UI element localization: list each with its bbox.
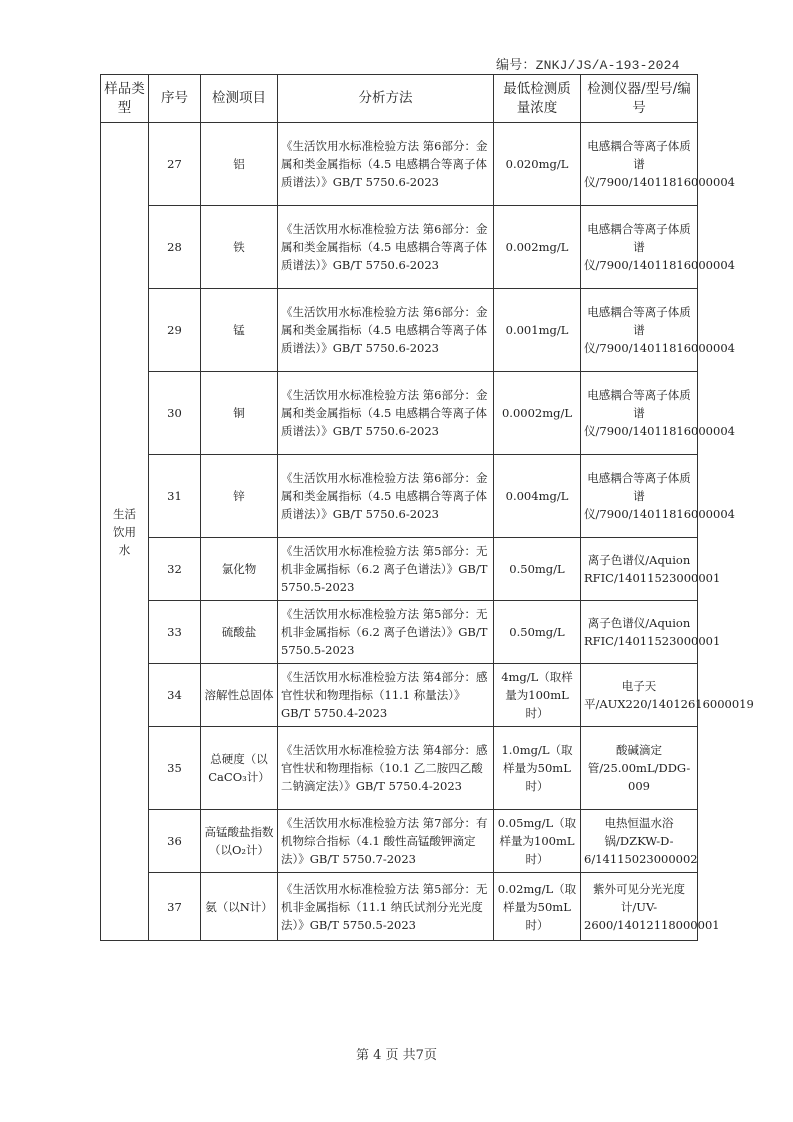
row-method: 《生活饮用水标准检验方法 第5部分：无机非金属指标（6.2 离子色谱法）》GB/T 5750.5-2023 — [278, 538, 494, 601]
row-instrument: 电子天平/AUX220/14012616000019 — [581, 664, 698, 727]
row-instrument: 离子色谱仪/Aquion RFIC/14011523000001 — [581, 538, 698, 601]
table-row — [101, 601, 698, 664]
row-conc: 0.004mg/L — [494, 455, 581, 538]
row-conc: 0.001mg/L — [494, 289, 581, 372]
row-seq: 34 — [149, 664, 201, 727]
row-instrument: 电热恒温水浴锅/DZKW-D-6/14115023000002 — [581, 810, 698, 873]
row-method: 《生活饮用水标准检验方法 第4部分：感官性状和物理指标（11.1 称量法）》GB/T 5750.4-2023 — [278, 664, 494, 727]
row-item: 总硬度（以CaCO₃计） — [201, 727, 278, 810]
row-seq: 27 — [149, 123, 201, 206]
row-seq: 32 — [149, 538, 201, 601]
row-seq: 30 — [149, 372, 201, 455]
row-instrument: 电感耦合等离子体质谱仪/7900/14011816000004 — [581, 455, 698, 538]
row-seq: 35 — [149, 727, 201, 810]
row-item: 锌 — [201, 455, 278, 538]
sample-type-cell: 生活饮用水 — [101, 123, 149, 941]
row-method: 《生活饮用水标准检验方法 第6部分：金属和类金属指标（4.5 电感耦合等离子体质谱法）》GB/T 5750.6-2023 — [278, 123, 494, 206]
table-row — [101, 727, 698, 810]
row-conc: 0.0002mg/L — [494, 372, 581, 455]
row-item: 铝 — [201, 123, 278, 206]
header-item: 检测项目 — [201, 75, 278, 123]
table-row — [101, 873, 698, 941]
row-seq: 37 — [149, 873, 201, 941]
row-method: 《生活饮用水标准检验方法 第6部分：金属和类金属指标（4.5 电感耦合等离子体质谱法）》GB/T 5750.6-2023 — [278, 289, 494, 372]
table-row — [101, 372, 698, 455]
row-seq: 28 — [149, 206, 201, 289]
row-conc: 0.05mg/L（取样量为100mL时） — [494, 810, 581, 873]
row-item: 铜 — [201, 372, 278, 455]
row-method: 《生活饮用水标准检验方法 第6部分：金属和类金属指标（4.5 电感耦合等离子体质谱法）》GB/T 5750.6-2023 — [278, 372, 494, 455]
row-method: 《生活饮用水标准检验方法 第5部分：无机非金属指标（6.2 离子色谱法）》GB/T 5750.5-2023 — [278, 601, 494, 664]
header-instrument: 检测仪器/型号/编号 — [581, 75, 698, 123]
row-instrument: 紫外可见分光光度计/UV-2600/14012118000001 — [581, 873, 698, 941]
row-conc: 0.02mg/L（取样量为50mL时） — [494, 873, 581, 941]
row-method: 《生活饮用水标准检验方法 第6部分：金属和类金属指标（4.5 电感耦合等离子体质谱法）》GB/T 5750.6-2023 — [278, 206, 494, 289]
row-item: 锰 — [201, 289, 278, 372]
table-row — [101, 664, 698, 727]
row-instrument: 电感耦合等离子体质谱仪/7900/14011816000004 — [581, 206, 698, 289]
table-row — [101, 289, 698, 372]
row-conc: 0.50mg/L — [494, 601, 581, 664]
row-conc: 4mg/L（取样量为100mL时） — [494, 664, 581, 727]
header-sample-type: 样品类型 — [101, 75, 149, 123]
row-instrument: 电感耦合等离子体质谱仪/7900/14011816000004 — [581, 372, 698, 455]
row-item: 氨（以N计） — [201, 873, 278, 941]
row-conc: 0.002mg/L — [494, 206, 581, 289]
table-row — [101, 206, 698, 289]
test-methods-table — [100, 74, 754, 941]
row-item: 氯化物 — [201, 538, 278, 601]
row-item: 高锰酸盐指数（以O₂计） — [201, 810, 278, 873]
table-row — [101, 810, 698, 873]
row-instrument: 离子色谱仪/Aquion RFIC/14011523000001 — [581, 601, 698, 664]
row-instrument: 酸碱滴定管/25.00mL/DDG-009 — [581, 727, 698, 810]
row-method: 《生活饮用水标准检验方法 第6部分：金属和类金属指标（4.5 电感耦合等离子体质谱法）》GB/T 5750.6-2023 — [278, 455, 494, 538]
document-number: 编号：ZNKJ/JS/A-193-2024 — [496, 58, 680, 73]
row-method: 《生活饮用水标准检验方法 第5部分：无机非金属指标（11.1 纳氏试剂分光光度法）》GB/T 5750.5-2023 — [278, 873, 494, 941]
header-seq: 序号 — [149, 75, 201, 123]
row-item: 溶解性总固体 — [201, 664, 278, 727]
row-seq: 29 — [149, 289, 201, 372]
row-item: 铁 — [201, 206, 278, 289]
row-conc: 0.020mg/L — [494, 123, 581, 206]
row-item: 硫酸盐 — [201, 601, 278, 664]
table-header-row — [101, 75, 698, 123]
header-min-conc: 最低检测质量浓度 — [494, 75, 581, 123]
page-footer: 第 4 页 共7页 — [356, 1048, 437, 1063]
header-method: 分析方法 — [278, 75, 494, 123]
row-instrument: 电感耦合等离子体质谱仪/7900/14011816000004 — [581, 123, 698, 206]
table-row — [101, 123, 698, 206]
row-method: 《生活饮用水标准检验方法 第7部分：有机物综合指标（4.1 酸性高锰酸钾滴定法）》GB/T 5750.7-2023 — [278, 810, 494, 873]
table-row — [101, 538, 698, 601]
row-seq: 33 — [149, 601, 201, 664]
row-seq: 36 — [149, 810, 201, 873]
row-conc: 1.0mg/L（取样量为50mL时） — [494, 727, 581, 810]
row-method: 《生活饮用水标准检验方法 第4部分：感官性状和物理指标（10.1 乙二胺四乙酸二钠滴定法）》GB/T 5750.4-2023 — [278, 727, 494, 810]
row-conc: 0.50mg/L — [494, 538, 581, 601]
table-row — [101, 455, 698, 538]
row-instrument: 电感耦合等离子体质谱仪/7900/14011816000004 — [581, 289, 698, 372]
row-seq: 31 — [149, 455, 201, 538]
